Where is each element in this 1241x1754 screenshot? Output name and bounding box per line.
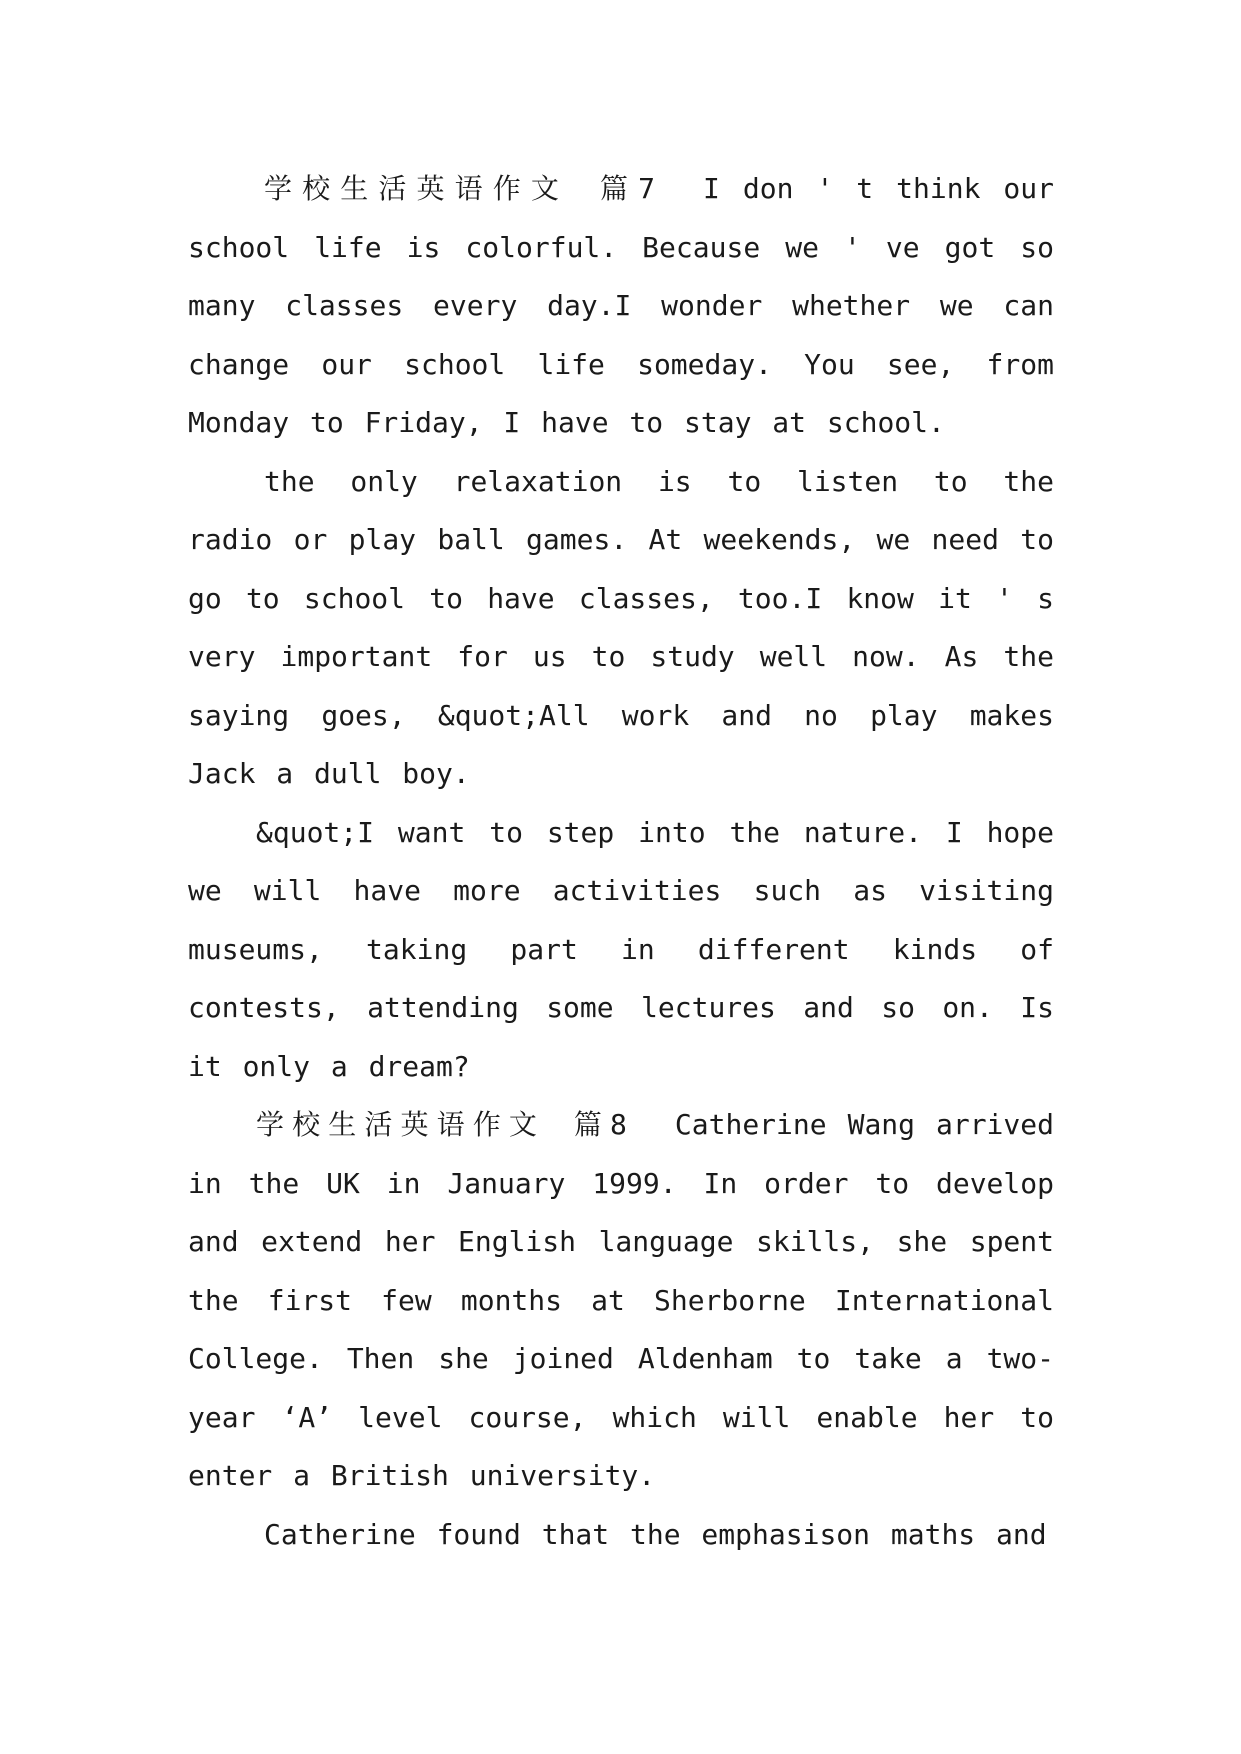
paragraph-essay-7-intro [188,160,1054,453]
essay-7-relaxation-text: the only relaxation is to listen to the radio or play ball games. At weekends, we need to go to school to have classes, too.I know it ' s very important for us to study well now. As the saying goes, &quot;All work and no play makes Jack a dull boy. [188,464,1054,790]
paragraph-essay-8-catherine [188,1506,1054,1565]
paragraph-essay-8-intro [188,1096,1054,1506]
paragraph-essay-7-nature [188,804,1054,1097]
essay-7-heading: 学校生活英语作文 篇7 [264,172,664,205]
paragraph-essay-7-relaxation [188,453,1054,804]
document-body [188,160,1054,1564]
essay-7-intro-text: I don ' t think our school life is colorful. Because we ' ve got so many classes every day.I wonder whether we can change our school life someday. You see, from Monday to Friday, I have to stay at school. [188,172,1054,439]
essay-8-intro-text: Catherine Wang arrived in the UK in January 1999. In order to develop and extend her English language skills, she spent the first few months at Sherborne International College. Then she joined Aldenham to take a two-year ‘A’ level course, which will enable her to enter a British university. [188,1108,1054,1492]
essay-8-catherine-text: Catherine found that the emphasison maths and [264,1517,1047,1551]
essay-8-heading: 学校生活英语作文 篇8 [256,1108,635,1141]
essay-7-nature-text: &quot;I want to step into the nature. I hope we will have more activities such as visiting museums, taking part in different kinds of contests, attending some lectures and so on. Is it only a dream? [188,815,1054,1083]
